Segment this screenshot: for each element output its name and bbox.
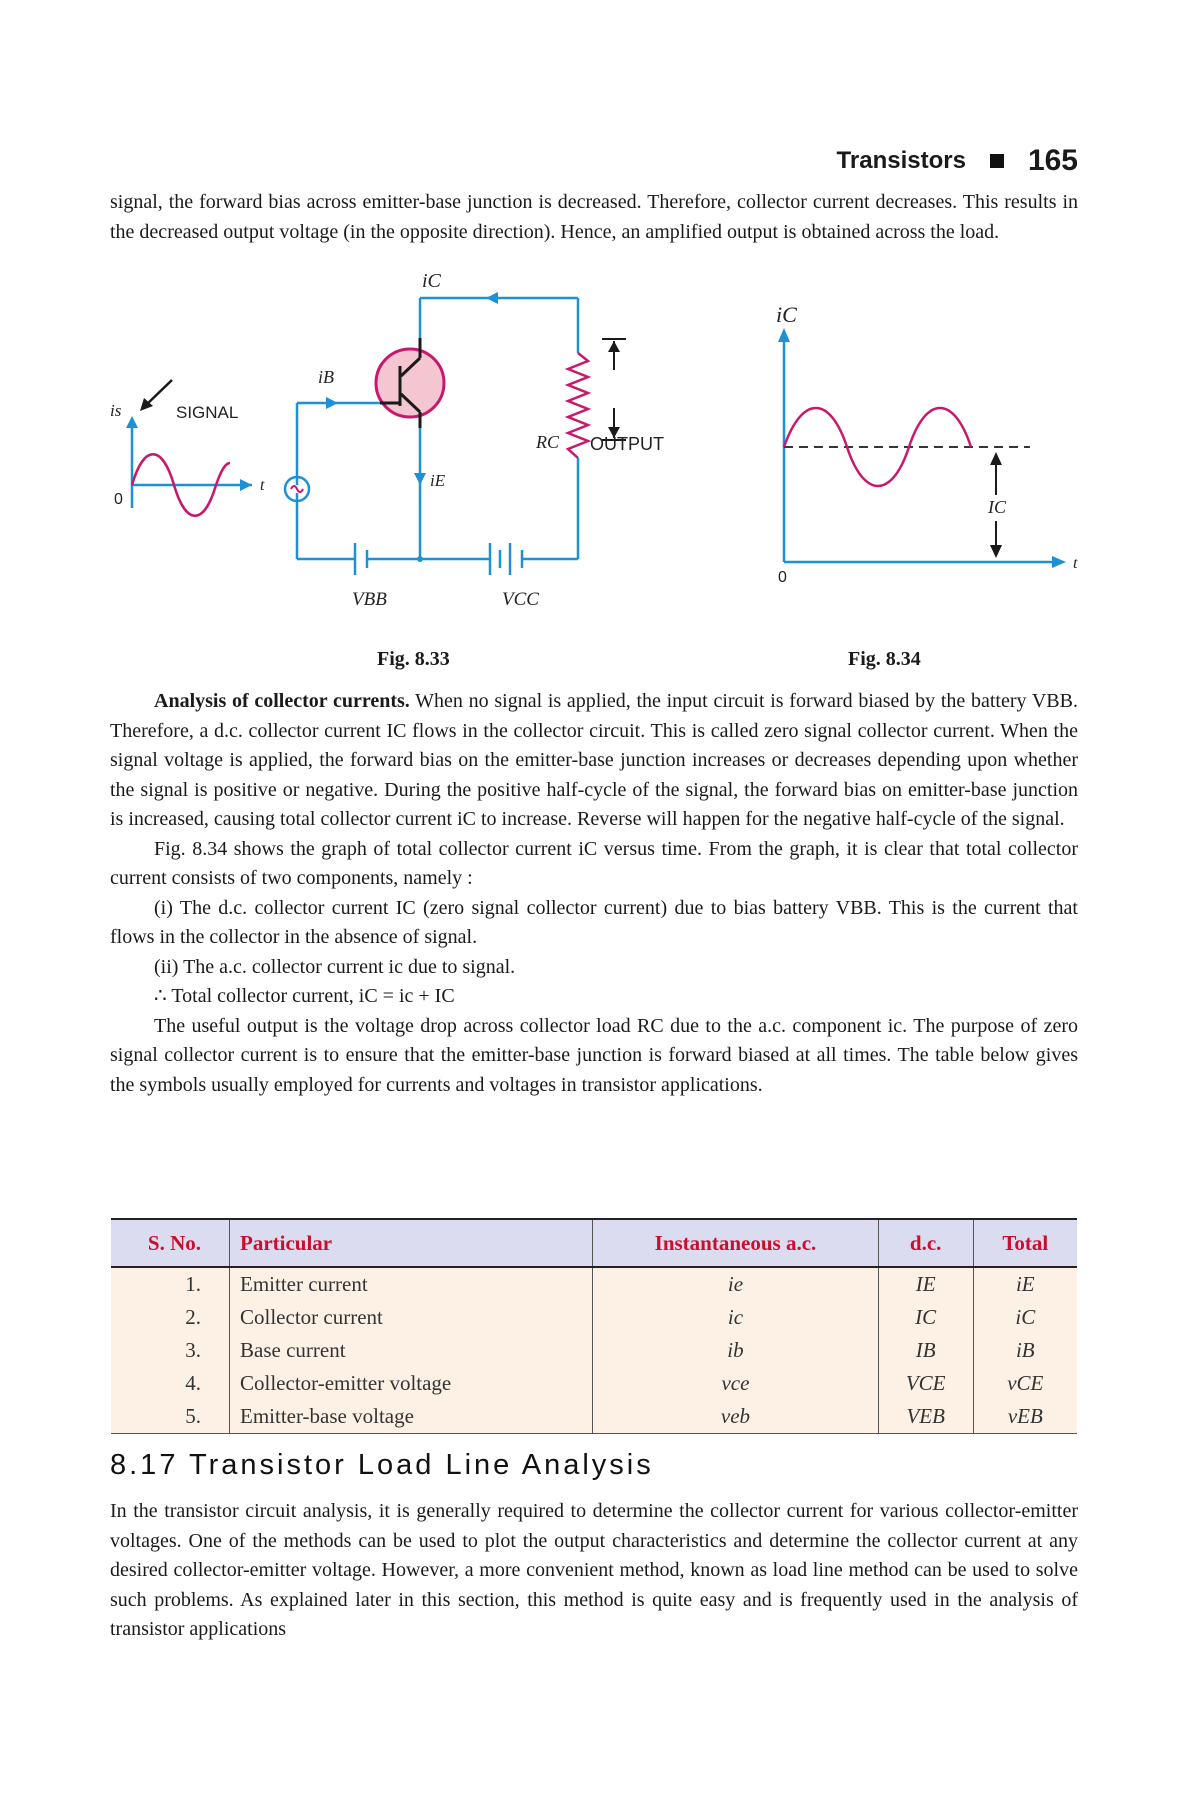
label-t: t [260,477,265,494]
label-zero: 0 [114,491,123,508]
table-cell: ie [593,1267,879,1301]
label-IC: IC [988,497,1006,517]
figure-8-34-graph [760,300,1090,600]
table-cell: 3. [185,1338,201,1362]
table-row [111,1400,1077,1434]
label-rc: RC [536,432,560,452]
table-cell: ib [593,1334,879,1367]
running-header [837,144,1078,178]
label-signal: SIGNAL [176,403,239,422]
table-cell: VEB [878,1400,973,1434]
label-ie: iE [430,471,446,490]
table-row [111,1301,1077,1334]
label-zero: 0 [778,569,787,586]
analysis-paragraph-4: (ii) The a.c. collector current ic due to signal. [154,955,516,978]
figure-8-33-circuit [110,270,670,618]
page-number: 165 [1027,144,1078,177]
analysis-section [110,687,1078,1100]
transistor-symbol [376,349,444,417]
table-cell: Collector-emitter voltage [230,1367,593,1400]
table-cell: 5. [111,1400,230,1434]
table-cell: iE [973,1267,1077,1301]
table-cell: veb [593,1400,879,1434]
table-cell: IC [878,1301,973,1334]
table-cell: Emitter current [230,1267,593,1301]
table-cell: iB [973,1334,1077,1367]
collector-resistor [568,353,588,458]
table-header-sno: S. No. [111,1219,230,1267]
table-cell: 4. [185,1371,201,1395]
table-cell: ic [593,1301,879,1334]
intro-text: signal, the forward bias across emitter-base junction is decreased. Therefore, collector current decreases. This results in the decreased output voltage (in the opposite direction). Hence, an amplified output is obtained across the load. [110,191,1078,243]
label-vcc: VCC [502,589,539,610]
table-cell: vce [593,1367,879,1400]
label-ib: iB [318,367,334,387]
label-t: t [1073,555,1078,572]
label-ic: iC [422,270,441,292]
table-row [111,1267,1077,1301]
label-output: OUTPUT [590,434,664,454]
table-header-total: Total [973,1219,1077,1267]
section-heading: 8.17 Transistor Load Line Analysis [110,1449,654,1481]
analysis-paragraph-3: (i) The d.c. collector current IC (zero signal collector current) due to bias battery VBB. This is the current that flows in the collector in the absence of signal. [110,896,1078,948]
table-cell: vCE [973,1367,1077,1400]
table-cell: Emitter-base voltage [230,1400,593,1434]
table-cell: IB [878,1334,973,1367]
table-cell: Base current [230,1334,593,1367]
caption-fig-8-33: Fig. 8.33 [377,648,450,670]
header-title: Transistors [836,147,966,174]
analysis-paragraph-6: The useful output is the voltage drop across collector load RC due to the a.c. component ic. The purpose of zero signal collector current is to ensure that the emitter-base junction is forward biased at all times. The table below gives the symbols usually employed for currents and voltages in transistor applications. [110,1014,1078,1096]
table-cell: VCE [878,1367,973,1400]
table-row [111,1367,1077,1400]
table-cell: vEB [973,1400,1077,1434]
table-header-row [111,1219,1077,1267]
section-paragraph [110,1497,1078,1645]
table-cell: iC [973,1301,1077,1334]
analysis-lead: Analysis of collector currents. [154,690,410,712]
table-cell: Collector current [230,1301,593,1334]
table-header-particular: Particular [230,1219,593,1267]
intro-paragraph [110,188,1078,247]
section-text: In the transistor circuit analysis, it is generally required to determine the collector current for various collector-emitter voltages. One of the methods can be used to plot the output characteristics and determine the collector current at any desired collector-emitter voltage. However, a more convenient method, known as load line method can be used to solve such problems. As explained later in this section, this method is quite easy and is frequently used in the analysis of transistor applications [110,1500,1078,1640]
header-square-icon [990,154,1004,168]
table-header-dc: d.c. [878,1219,973,1267]
table-cell: 2. [185,1305,201,1329]
label-vbb: VBB [352,589,387,610]
label-is: is [110,401,122,420]
label-ic-axis: iC [776,302,797,327]
analysis-paragraph-1 [110,687,1078,835]
table-row [111,1334,1077,1367]
caption-fig-8-34: Fig. 8.34 [848,648,921,670]
table-header-instantaneous: Instantaneous a.c. [593,1219,879,1267]
symbols-table [111,1218,1077,1434]
table-cell: 1. [185,1272,201,1296]
table-cell: IE [878,1267,973,1301]
analysis-paragraph-5: ∴ Total collector current, iC = ic + IC [154,985,455,1007]
analysis-paragraph-2: Fig. 8.34 shows the graph of total collector current iC versus time. From the graph, it is clear that total collector current consists of two components, namely : [110,837,1078,889]
analysis-text-1: When no signal is applied, the input circuit is forward biased by the battery VBB. Therefore, a d.c. collector current IC flows in the collector circuit. This is called zero signal collector current. When the signal voltage is applied, the forward bias on the emitter-base junction increases or decreases depending upon whether the signal is positive or negative. During the positive half-cycle of the signal, the forward bias on emitter-base junction is increased, causing total collector current iC to increase. Reverse will happen for the negative half-cycle of the signal. [110,690,1078,830]
